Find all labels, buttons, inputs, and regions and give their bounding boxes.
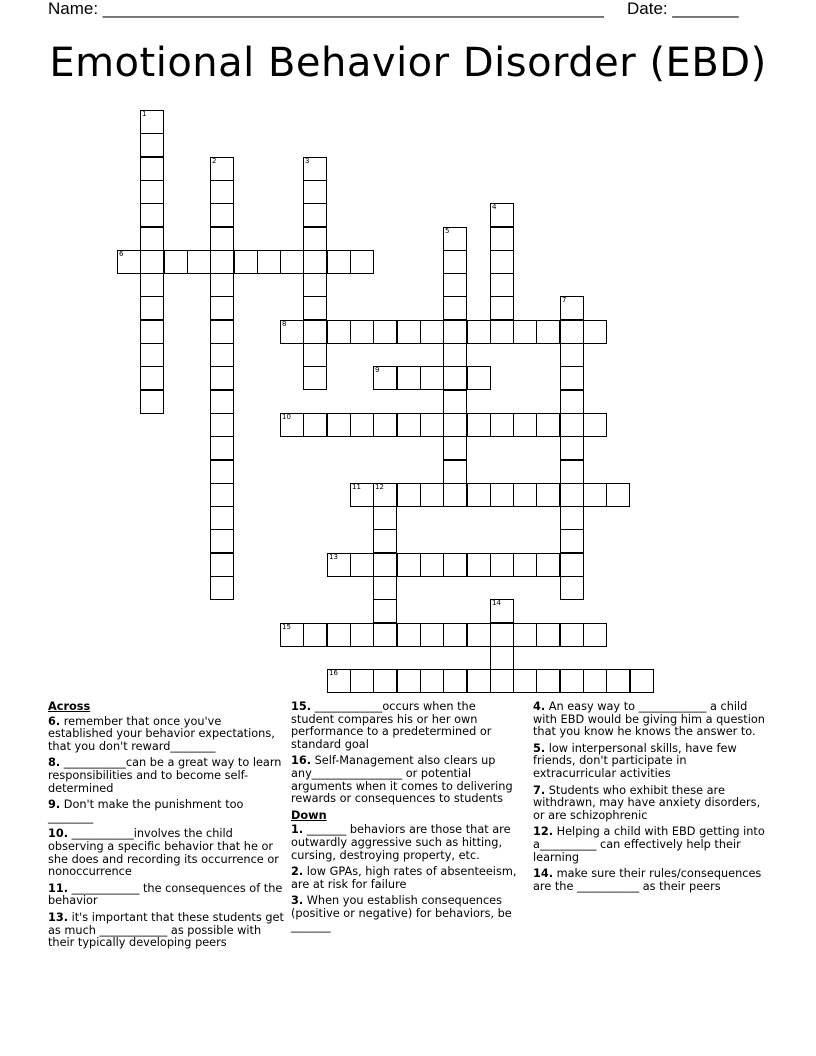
crossword-cell[interactable] (140, 366, 164, 390)
clue-number: 9. (48, 798, 61, 812)
crossword-cell[interactable] (303, 273, 327, 297)
crossword-cell[interactable] (373, 669, 397, 693)
crossword-cell[interactable] (373, 413, 397, 437)
crossword-cell[interactable] (210, 157, 234, 181)
crossword-cell[interactable] (397, 483, 421, 507)
crossword-cell[interactable] (210, 576, 234, 600)
crossword-cell[interactable] (140, 110, 164, 134)
crossword-cell[interactable] (303, 203, 327, 227)
cell-number: 9 (375, 366, 380, 374)
cell-number: 4 (492, 203, 497, 211)
crossword-cell[interactable] (397, 413, 421, 437)
crossword-cell[interactable] (420, 623, 444, 647)
crossword-cell[interactable] (443, 227, 467, 251)
clue-text: Self-Management also clears up any________________ or potential arguments when it comes to delivering rewards or consequences to students (291, 754, 513, 806)
clue-across-8 (48, 757, 284, 795)
crossword-cell[interactable] (327, 320, 351, 344)
clue-text: low GPAs, high rates of absenteeism, are at risk for failure (291, 865, 517, 891)
clue-text: ____________ the consequences of the behavior (48, 881, 283, 908)
crossword-cell[interactable] (373, 366, 397, 390)
crossword-cell[interactable] (373, 553, 397, 577)
crossword-cell[interactable] (280, 250, 304, 274)
crossword-cell[interactable] (373, 320, 397, 344)
crossword-cell[interactable] (397, 366, 421, 390)
crossword-cell[interactable] (443, 250, 467, 274)
crossword-cell[interactable] (490, 320, 514, 344)
crossword-cell[interactable] (606, 669, 630, 693)
crossword-cell[interactable] (490, 483, 514, 507)
crossword-cell[interactable] (560, 623, 584, 647)
crossword-cell[interactable] (443, 413, 467, 437)
crossword-cell[interactable] (210, 366, 234, 390)
crossword-cell[interactable] (443, 273, 467, 297)
clue-number: 4. (533, 700, 546, 713)
crossword-cell[interactable] (327, 669, 351, 693)
crossword-cell[interactable] (350, 250, 374, 274)
crossword-cell[interactable] (257, 250, 281, 274)
crossword-cell[interactable] (560, 576, 584, 600)
crossword-cell[interactable] (234, 250, 258, 274)
crossword-cell[interactable] (140, 273, 164, 297)
crossword-cell[interactable] (467, 366, 491, 390)
clue-across-10 (48, 828, 284, 878)
crossword-cell[interactable] (467, 320, 491, 344)
clue-text: _______ behaviors are those that are outwardly aggressive such as hitting, cursing, destroying property, etc. (291, 823, 511, 862)
crossword-cell[interactable] (606, 483, 630, 507)
clue-down-1 (291, 824, 521, 862)
crossword-cell[interactable] (536, 553, 560, 577)
crossword-cell[interactable] (583, 623, 607, 647)
clue-number: 13. (48, 910, 69, 924)
clue-across-6 (48, 716, 284, 754)
crossword-cell[interactable] (490, 203, 514, 227)
clue-number: 3. (291, 894, 304, 908)
crossword-cell[interactable] (560, 436, 584, 460)
clue-number: 7. (533, 783, 546, 797)
crossword-cell[interactable] (467, 669, 491, 693)
crossword-cell[interactable] (513, 413, 537, 437)
clue-text: Don't make the punishment too ________ (48, 798, 244, 824)
crossword-cell[interactable] (583, 483, 607, 507)
clue-text: ____________occurs when the student compares his or her own performance to a predetermined or standard goal (291, 700, 492, 751)
cell-number: 13 (329, 553, 338, 561)
crossword-cell[interactable] (303, 320, 327, 344)
crossword-cell[interactable] (303, 366, 327, 390)
crossword-cell[interactable] (420, 669, 444, 693)
crossword-cell[interactable] (210, 436, 234, 460)
crossword-cell[interactable] (210, 529, 234, 553)
crossword-cell[interactable] (560, 460, 584, 484)
crossword-cell[interactable] (350, 320, 374, 344)
crossword-cell[interactable] (303, 623, 327, 647)
clue-down-14 (533, 868, 765, 893)
cell-number: 10 (282, 413, 291, 421)
crossword-cell[interactable] (443, 623, 467, 647)
cell-number: 7 (562, 296, 567, 304)
clue-number: 12. (533, 825, 554, 839)
crossword-cell[interactable] (140, 180, 164, 204)
crossword-cell[interactable] (140, 343, 164, 367)
crossword-cell[interactable] (443, 320, 467, 344)
crossword-cell[interactable] (303, 296, 327, 320)
across-heading: Across (48, 700, 91, 713)
crossword-cell[interactable] (560, 296, 584, 320)
crossword-cell[interactable] (210, 506, 234, 530)
crossword-cell[interactable] (490, 250, 514, 274)
crossword-cell[interactable] (140, 390, 164, 414)
crossword-cell[interactable] (210, 296, 234, 320)
crossword-cell[interactable] (280, 320, 304, 344)
crossword-cell[interactable] (350, 413, 374, 437)
clue-down-12 (533, 826, 765, 864)
crossword-cell[interactable] (420, 483, 444, 507)
clue-text: remember that once you've established your behavior expectations, that you don't reward________ (48, 714, 275, 753)
crossword-cell[interactable] (327, 250, 351, 274)
crossword-cell[interactable] (443, 483, 467, 507)
name-field[interactable]: Name: _____________________________________________________ (48, 0, 604, 18)
crossword-cell[interactable] (327, 553, 351, 577)
page-title: Emotional Behavior Disorder (EBD) (49, 40, 767, 86)
clue-text: Helping a child with EBD getting into a__________ can effectively help their learning (533, 825, 765, 864)
crossword-cell[interactable] (467, 553, 491, 577)
crossword-cell[interactable] (350, 623, 374, 647)
crossword-cell[interactable] (583, 669, 607, 693)
crossword-cell[interactable] (443, 296, 467, 320)
crossword-cell[interactable] (373, 483, 397, 507)
crossword-cell[interactable] (140, 227, 164, 251)
crossword-cell[interactable] (490, 599, 514, 623)
crossword-cell[interactable] (513, 623, 537, 647)
crossword-cell[interactable] (140, 157, 164, 181)
crossword-cell[interactable] (280, 413, 304, 437)
crossword-cell[interactable] (350, 483, 374, 507)
crossword-cell[interactable] (350, 669, 374, 693)
crossword-cell[interactable] (373, 623, 397, 647)
crossword-cell[interactable] (560, 390, 584, 414)
crossword-cell[interactable] (443, 553, 467, 577)
crossword-cell[interactable] (560, 343, 584, 367)
crossword-cell[interactable] (630, 669, 654, 693)
clues-column-2 (291, 701, 521, 937)
crossword-cell[interactable] (210, 553, 234, 577)
crossword-cell[interactable] (210, 483, 234, 507)
clue-text: it's important that these students get as much ____________ as possible with their typically developing peers (48, 910, 284, 950)
cell-number: 8 (282, 320, 287, 328)
crossword-cell[interactable] (560, 413, 584, 437)
clue-text: ___________involves the child observing a specific behavior that he or she does and recording its occurrence or nonoccurrence (48, 827, 279, 879)
crossword-cell[interactable] (560, 669, 584, 693)
cell-number: 16 (329, 669, 338, 677)
crossword-cell[interactable] (210, 343, 234, 367)
crossword-cell[interactable] (303, 157, 327, 181)
clue-number: 1. (291, 823, 304, 837)
clue-number: 5. (533, 741, 546, 755)
clue-number: 8. (48, 756, 61, 770)
crossword-cell[interactable] (164, 250, 188, 274)
crossword-cell[interactable] (303, 343, 327, 367)
crossword-cell[interactable] (373, 529, 397, 553)
crossword-cell[interactable] (420, 413, 444, 437)
crossword-cell[interactable] (420, 320, 444, 344)
crossword-cell[interactable] (443, 436, 467, 460)
crossword-cell[interactable] (210, 273, 234, 297)
clue-number: 6. (48, 714, 61, 728)
crossword-cell[interactable] (443, 343, 467, 367)
crossword-cell[interactable] (140, 320, 164, 344)
cell-number: 1 (142, 110, 147, 118)
crossword-cell[interactable] (560, 553, 584, 577)
crossword-cell[interactable] (560, 506, 584, 530)
crossword-cell[interactable] (303, 227, 327, 251)
crossword-cell[interactable] (536, 320, 560, 344)
crossword-cell[interactable] (210, 227, 234, 251)
crossword-cell[interactable] (327, 623, 351, 647)
date-field[interactable]: Date: _______ (627, 0, 739, 18)
clue-down-2 (291, 866, 521, 891)
cell-number: 3 (305, 157, 310, 165)
cell-number: 2 (212, 157, 217, 165)
crossword-cell[interactable] (303, 413, 327, 437)
crossword-cell[interactable] (443, 460, 467, 484)
clue-text: make sure their rules/consequences are the ___________ as their peers (533, 867, 762, 893)
crossword-cell[interactable] (490, 273, 514, 297)
crossword-cell[interactable] (536, 623, 560, 647)
crossword-cell[interactable] (560, 320, 584, 344)
crossword-cell[interactable] (397, 623, 421, 647)
crossword-cell[interactable] (513, 483, 537, 507)
crossword-cell[interactable] (443, 390, 467, 414)
crossword-cell[interactable] (210, 250, 234, 274)
crossword-cell[interactable] (583, 413, 607, 437)
crossword-cell[interactable] (490, 623, 514, 647)
crossword-cell[interactable] (117, 250, 141, 274)
crossword-cell[interactable] (187, 250, 211, 274)
cell-number: 15 (282, 623, 291, 631)
crossword-cell[interactable] (373, 599, 397, 623)
crossword-cell[interactable] (210, 320, 234, 344)
crossword-cell[interactable] (327, 413, 351, 437)
crossword-cell[interactable] (490, 646, 514, 670)
crossword-cell[interactable] (397, 669, 421, 693)
clue-across-9 (48, 799, 284, 824)
cell-number: 12 (375, 483, 384, 491)
crossword-cell[interactable] (420, 553, 444, 577)
down-heading: Down (291, 808, 327, 822)
crossword-cell[interactable] (490, 553, 514, 577)
crossword-cell[interactable] (513, 553, 537, 577)
clue-text: Students who exhibit these are withdrawn, may have anxiety disorders, or are schizophrenic (533, 783, 761, 822)
clue-text: When you establish consequences (positive or negative) for behaviors, be _______ (291, 894, 512, 933)
crossword-cell[interactable] (560, 529, 584, 553)
cell-number: 14 (492, 599, 501, 607)
crossword-cell[interactable] (280, 623, 304, 647)
clue-text: ___________can be a great way to learn responsibilities and to become self-determined (48, 756, 282, 795)
crossword-cell[interactable] (210, 390, 234, 414)
crossword-cell[interactable] (373, 506, 397, 530)
crossword-cell[interactable] (490, 669, 514, 693)
crossword-cell[interactable] (490, 227, 514, 251)
clue-number: 11. (48, 881, 69, 895)
crossword-cell[interactable] (490, 296, 514, 320)
crossword-cell[interactable] (513, 320, 537, 344)
cell-number: 6 (119, 250, 124, 258)
crossword-cell[interactable] (210, 413, 234, 437)
crossword-cell[interactable] (303, 250, 327, 274)
clue-number: 15. (291, 700, 312, 713)
crossword-cell[interactable] (490, 413, 514, 437)
crossword-cell[interactable] (536, 413, 560, 437)
crossword-cell[interactable] (210, 180, 234, 204)
clue-across-15 (291, 701, 521, 751)
clue-down-3 (291, 895, 521, 933)
crossword-cell[interactable] (397, 553, 421, 577)
crossword-cell[interactable] (373, 576, 397, 600)
clue-number: 10. (48, 827, 69, 841)
crossword-cell[interactable] (140, 296, 164, 320)
clues-column-3 (533, 701, 765, 897)
clues-column-1 (48, 701, 284, 954)
crossword-cell[interactable] (560, 483, 584, 507)
crossword-cell[interactable] (467, 483, 491, 507)
clue-number: 14. (533, 867, 554, 881)
crossword-cell[interactable] (303, 180, 327, 204)
crossword-cell[interactable] (513, 669, 537, 693)
crossword-cell[interactable] (536, 483, 560, 507)
clue-across-16 (291, 755, 521, 805)
cell-number: 5 (445, 227, 450, 235)
crossword-cell[interactable] (210, 460, 234, 484)
crossword-cell[interactable] (397, 320, 421, 344)
clue-across-13 (48, 912, 284, 950)
clue-number: 2. (291, 865, 304, 879)
clue-number: 16. (291, 754, 312, 768)
crossword-cell[interactable] (140, 250, 164, 274)
clue-text: low interpersonal skills, have few friends, don't participate in extracurricular activities (533, 741, 737, 780)
clue-across-11 (48, 883, 284, 908)
crossword-cell[interactable] (536, 669, 560, 693)
crossword-cell[interactable] (210, 203, 234, 227)
crossword-cell[interactable] (443, 669, 467, 693)
crossword-cell[interactable] (350, 553, 374, 577)
crossword-cell[interactable] (467, 413, 491, 437)
clue-down-4 (533, 701, 765, 739)
crossword-cell[interactable] (467, 623, 491, 647)
crossword-cell[interactable] (443, 366, 467, 390)
crossword-cell[interactable] (420, 366, 444, 390)
crossword-cell[interactable] (140, 133, 164, 157)
clue-down-7 (533, 785, 765, 823)
clue-down-5 (533, 743, 765, 781)
clue-text: An easy way to ____________ a child with EBD would be giving him a question that you know he knows the answer to. (533, 700, 765, 739)
cell-number: 11 (352, 483, 361, 491)
crossword-cell[interactable] (140, 203, 164, 227)
crossword-cell[interactable] (583, 320, 607, 344)
crossword-cell[interactable] (560, 366, 584, 390)
